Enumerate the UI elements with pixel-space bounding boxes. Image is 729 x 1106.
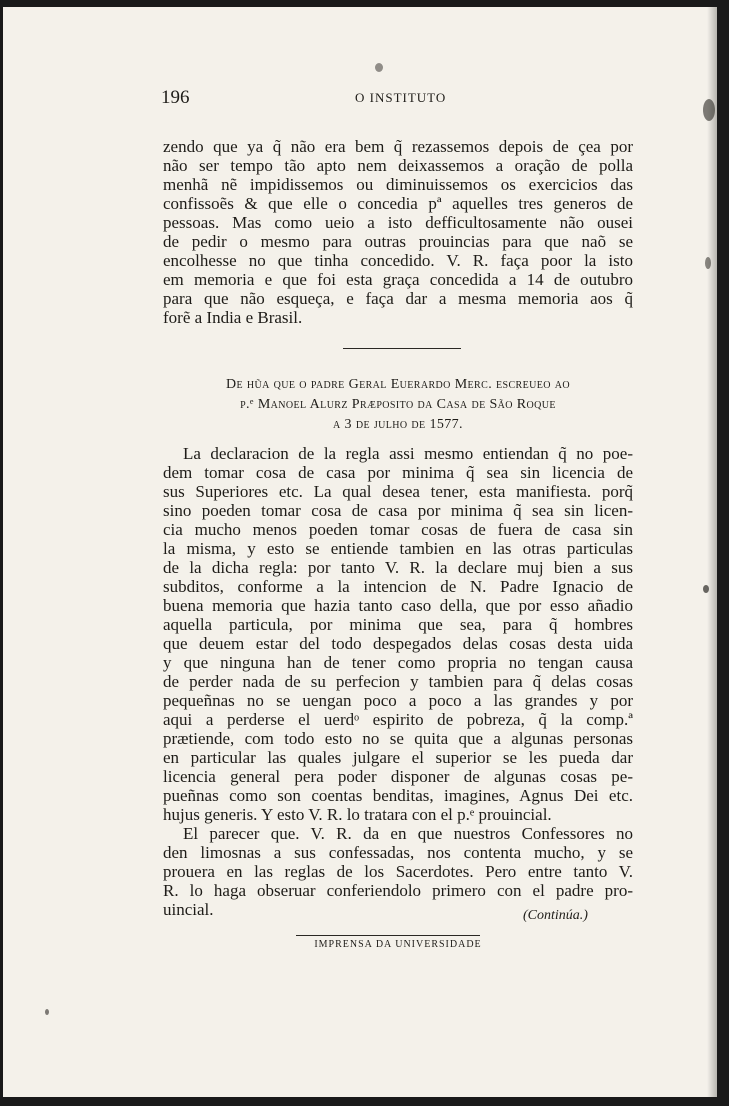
text-line: en particular las quales julgare el superior se les pueda dar [163, 748, 633, 767]
text-line: forẽ a India e Brasil. [163, 308, 303, 327]
page-header [3, 87, 717, 111]
text-line: para que não esqueça, e faça dar a mesma memoria aos q̃ [163, 289, 633, 308]
heading-line: p.ᵉ Manoel Alurz Præposito da Casa de São Roque [240, 397, 556, 412]
text-line: encolhesse no que tinha concedido. V. R. faça poor la isto [163, 251, 633, 270]
page-edge-shadow [707, 7, 717, 1097]
text-line: aquella particula, por minima que sea, para q̃ hombres [163, 615, 633, 634]
paper-speck [705, 257, 711, 269]
heading-line: a 3 de julho de 1577. [333, 417, 463, 432]
paragraph-portuguese [163, 137, 633, 327]
text-line: hujus generis. Y esto V. R. lo tratara con el p.ᵉ prouincial. [163, 805, 552, 824]
continued-note: (Continúa.) [523, 908, 588, 923]
text-line: buena memoria que hazia tanto caso della, que por esso añadio [163, 596, 633, 615]
text-line: sus Superiores etc. La qual desea tener, esta manifiesta. porq̃ [163, 482, 633, 501]
text-line: subditos, conforme a la intencion de N. Padre Ignacio de [163, 577, 633, 596]
printer-imprint: IMPRENSA DA UNIVERSIDADE [314, 939, 482, 950]
text-line: uincial. [163, 900, 214, 919]
text-line: El parecer que. V. R. da en que nuestros Confessores no [183, 824, 633, 843]
section-divider [343, 348, 461, 349]
text-line: y que ninguna han de tener como propria no tengan causa [163, 653, 633, 672]
text-line: em memoria e que foi esta graça concedida a 14 de outubro [163, 270, 633, 289]
text-line: cia mucho menos poeden tomar cosas de fuera de casa sin [163, 520, 633, 539]
text-line: la misma, y esto se entiende tambien en las otras particulas [163, 539, 633, 558]
paragraph-parecer [163, 824, 633, 919]
text-line: não ser tempo tão apto nem deixassemos a oração de polla [163, 156, 633, 175]
footer-rule [296, 935, 480, 936]
text-line: menhã nẽ impidissemos ou diminuissemos os exercicios das [163, 175, 633, 194]
paper-speck [45, 1009, 49, 1015]
text-line: La declaracion de la regla assi mesmo entiendan q̃ no poe- [183, 444, 633, 463]
text-line: zendo que ya q̃ não era bem q̃ rezassemos depois de çea por [163, 137, 633, 156]
running-head: O INSTITUTO [355, 90, 447, 105]
text-line: pequeñnas no se uengan poco a poco a las grandes y por [163, 691, 633, 710]
paper-speck [375, 63, 383, 72]
text-line: sino poeden tomar cosa de casa por minima q̃ sea sin licen- [163, 501, 633, 520]
text-line: licencia general pera poder disponer de algunas cosas pe- [163, 767, 633, 786]
paragraph-regla [163, 444, 633, 824]
text-line: prouera en las reglas de los Sacerdotes. Pero entre tanto V. [163, 862, 633, 881]
text-line: de perder nada de su perfecion y tambien para q̃ delas cosas [163, 672, 633, 691]
text-line: de la dicha regla: por tanto V. R. la declare muj bien a sus [163, 558, 633, 577]
text-line: de pedir o mesmo para outras prouincias para que naõ se [163, 232, 633, 251]
document-page [3, 7, 717, 1097]
text-line: prætiende, com todo esto no se quita que a algunas personas [163, 729, 633, 748]
text-line: pessoas. Mas como ueio a isto defficultosamente não ousei [163, 213, 633, 232]
text-line: que deuem estar del todo despegados delas cosas desta uida [163, 634, 633, 653]
text-line: den limosnas a sus confessadas, nos contenta mucho, y se [163, 843, 633, 862]
text-line: pueñnas como son coentas benditas, imagines, Agnus Dei etc. [163, 786, 633, 805]
heading-line: De hũa que o padre Geral Euerardo Merc. escreueo ao [225, 377, 571, 392]
letter-heading [163, 375, 633, 435]
text-line: confissoẽs & que elle o concedia pª aquelles tres generos de [163, 194, 633, 213]
paper-speck [703, 585, 709, 593]
text-line: R. lo haga obseruar conferiendolo primero con el padre pro- [163, 881, 633, 900]
text-line: dem tomar cosa de casa por minima q̃ sea sin licencia de [163, 463, 633, 482]
text-line: aqui a perderse el uerdᵒ espirito de pobreza, q̃ la comp.ª [163, 710, 633, 729]
page-number: 196 [161, 87, 190, 108]
